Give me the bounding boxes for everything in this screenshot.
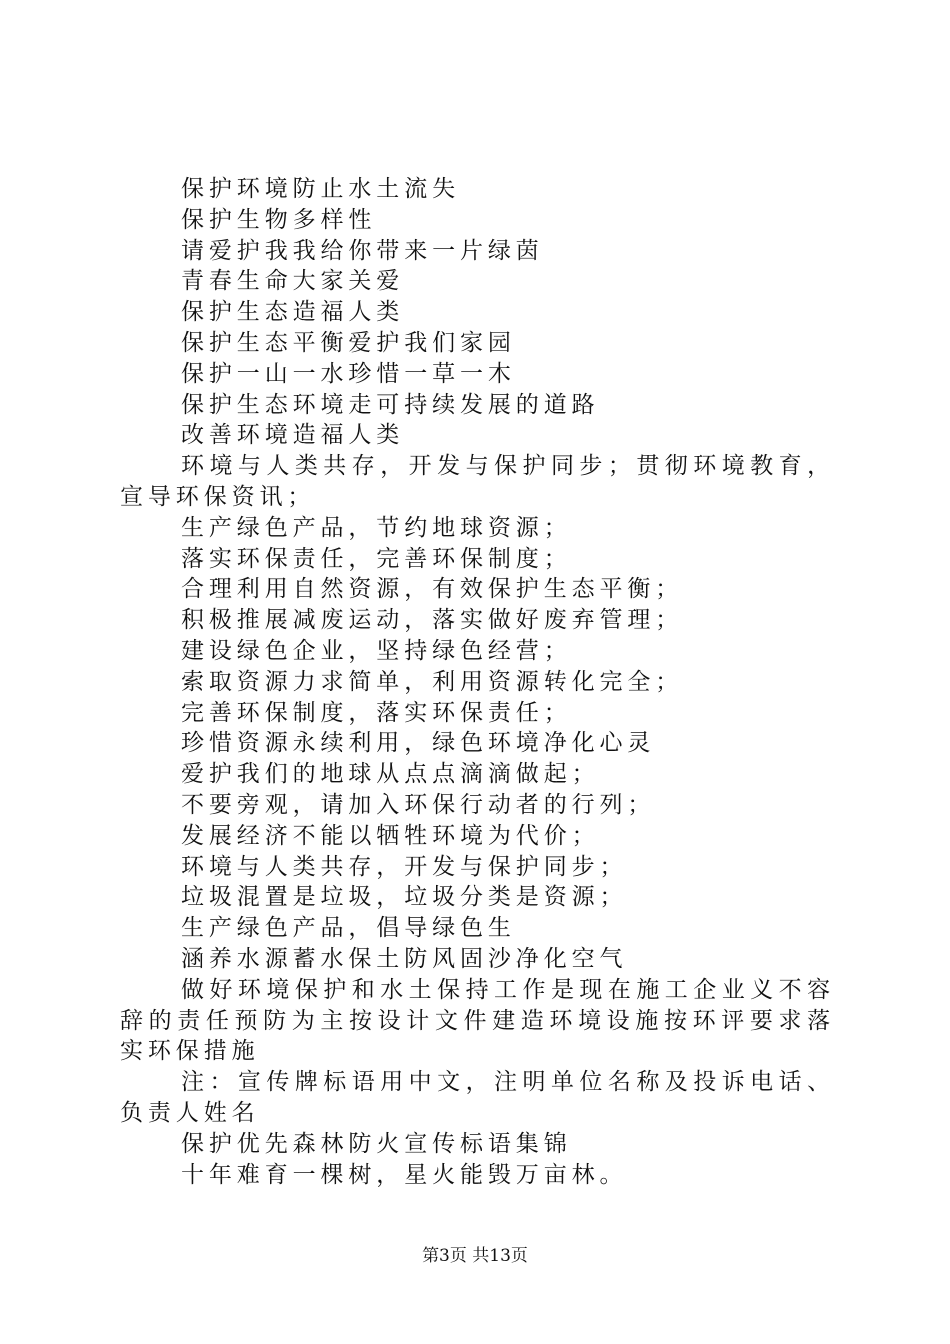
paragraph: 注：宣传牌标语用中文，注明单位名称及投诉电话、负责人姓名 [120,1069,835,1126]
paragraph: 珍惜资源永续利用，绿色环境净化心灵 [181,730,656,757]
paragraph: 保护生态平衡爱护我们家园 [181,329,516,356]
paragraph: 青春生命大家关爱 [181,268,405,295]
paragraph: 生产绿色产品，节约地球资源； [181,514,572,541]
paragraph: 爱护我们的地球从点点滴滴做起； [181,761,600,788]
paragraph: 保护生态环境走可持续发展的道路 [181,391,600,418]
paragraph: 十年难育一棵树，星火能毁万亩林。 [181,1161,628,1188]
paragraph: 保护一山一水珍惜一草一木 [181,360,516,387]
document-body [120,174,835,1190]
paragraph: 发展经济不能以牺牲环境为代价； [181,822,600,849]
paragraph: 请爱护我我给你带来一片绿茵 [181,237,544,264]
paragraph: 索取资源力求简单，利用资源转化完全； [181,668,684,695]
paragraph: 垃圾混置是垃圾，垃圾分类是资源； [181,884,628,911]
paragraph: 保护环境防止水土流失 [181,176,460,202]
paragraph: 建设绿色企业，坚持绿色经营； [181,637,572,664]
paragraph: 完善环保制度，落实环保责任； [181,699,572,726]
paragraph: 环境与人类共存，开发与保护同步； [181,853,628,880]
paragraph: 改善环境造福人类 [181,422,405,449]
paragraph: 保护生态造福人类 [181,299,405,326]
paragraph: 做好环境保护和水土保持工作是现在施工企业义不容辞的责任预防为主按设计文件建造环境设施按环评要求落实环保措施 [120,976,835,1065]
paragraph: 保护优先森林防火宣传标语集锦 [181,1130,572,1157]
paragraph: 积极推展减废运动，落实做好废弃管理； [181,607,684,634]
paragraph: 不要旁观，请加入环保行动者的行列； [181,791,656,818]
paragraph: 保护生物多样性 [181,206,377,233]
paragraph: 环境与人类共存，开发与保护同步；贯彻环境教育，宣导环保资讯； [120,453,835,510]
paragraph: 涵养水源蓄水保土防风固沙净化空气 [181,945,628,972]
paragraph: 生产绿色产品，倡导绿色生 [181,915,516,942]
page-number: 第3页 共13页 [422,1246,528,1266]
page-footer [0,1241,950,1266]
paragraph: 合理利用自然资源，有效保护生态平衡； [181,576,684,603]
paragraph: 落实环保责任，完善环保制度； [181,545,572,572]
